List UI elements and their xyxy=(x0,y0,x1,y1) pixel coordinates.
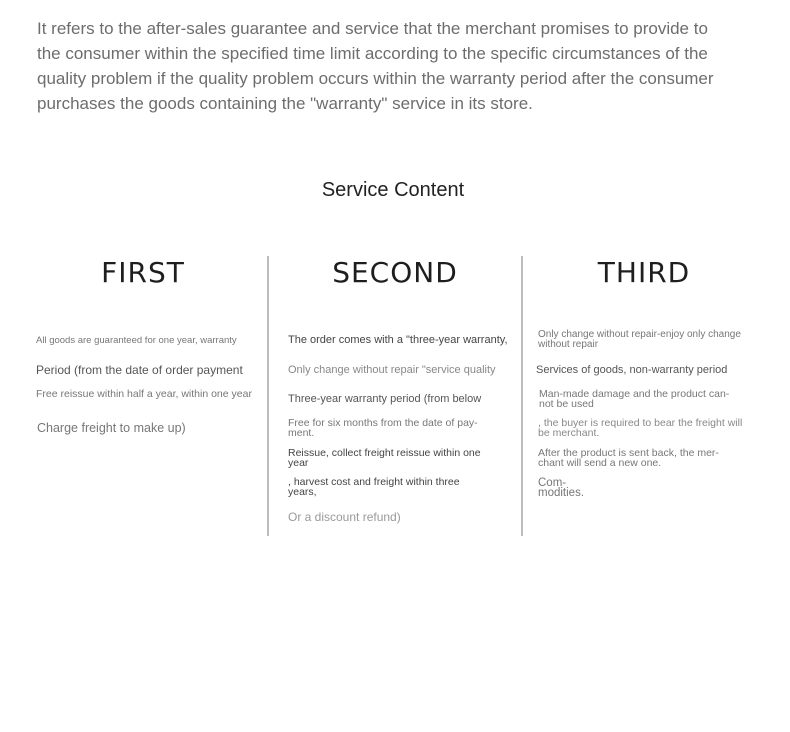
second-line-2: Only change without repair "service quality xyxy=(288,364,496,376)
first-line-1: All goods are guaranteed for one year, warranty xyxy=(36,335,237,346)
second-line-3: Three-year warranty period (from below xyxy=(288,393,482,405)
first-line-4: Charge freight to make up) xyxy=(37,421,186,435)
column-divider xyxy=(521,256,523,536)
third-line-4: , the buyer is required to bear the freight will be merchant. xyxy=(538,417,743,439)
column-heading-third: THIRD xyxy=(597,256,691,289)
first-line-2: Period (from the date of order payment xyxy=(36,363,243,377)
column-heading-first: FIRST xyxy=(101,256,185,289)
section-title: Service Content xyxy=(321,179,465,201)
second-line-4: Free for six months from the date of pay- ment. xyxy=(288,417,478,439)
first-line-3: Free reissue within half a year, within one year xyxy=(36,388,252,400)
third-line-2: Services of goods, non-warranty period xyxy=(536,364,728,376)
third-line-1: Only change without repair-enjoy only change without repair xyxy=(538,329,741,350)
second-line-7: Or a discount refund) xyxy=(288,510,401,524)
second-line-5: Reissue, collect freight reissue within one year xyxy=(288,447,481,469)
third-line-6: Com- modities. xyxy=(538,477,585,499)
third-line-3: Man-made damage and the product can- not be used xyxy=(539,388,730,410)
intro-paragraph: It refers to the after-sales guarantee and service that the merchant promises to provide to the consumer within the specified time limit according to the specific circumstances of the quality problem if the quality problem occurs within the warranty period after the consumer purchases the goods containing the "warranty" service in its store. xyxy=(37,19,714,113)
second-line-6: , harvest cost and freight within three years, xyxy=(288,476,460,498)
column-divider xyxy=(267,256,269,536)
second-line-1: The order comes with a "three-year warranty, xyxy=(288,334,508,346)
column-heading-second: SECOND xyxy=(332,256,458,289)
third-line-5: After the product is sent back, the mer- chant will send a new one. xyxy=(538,447,719,469)
